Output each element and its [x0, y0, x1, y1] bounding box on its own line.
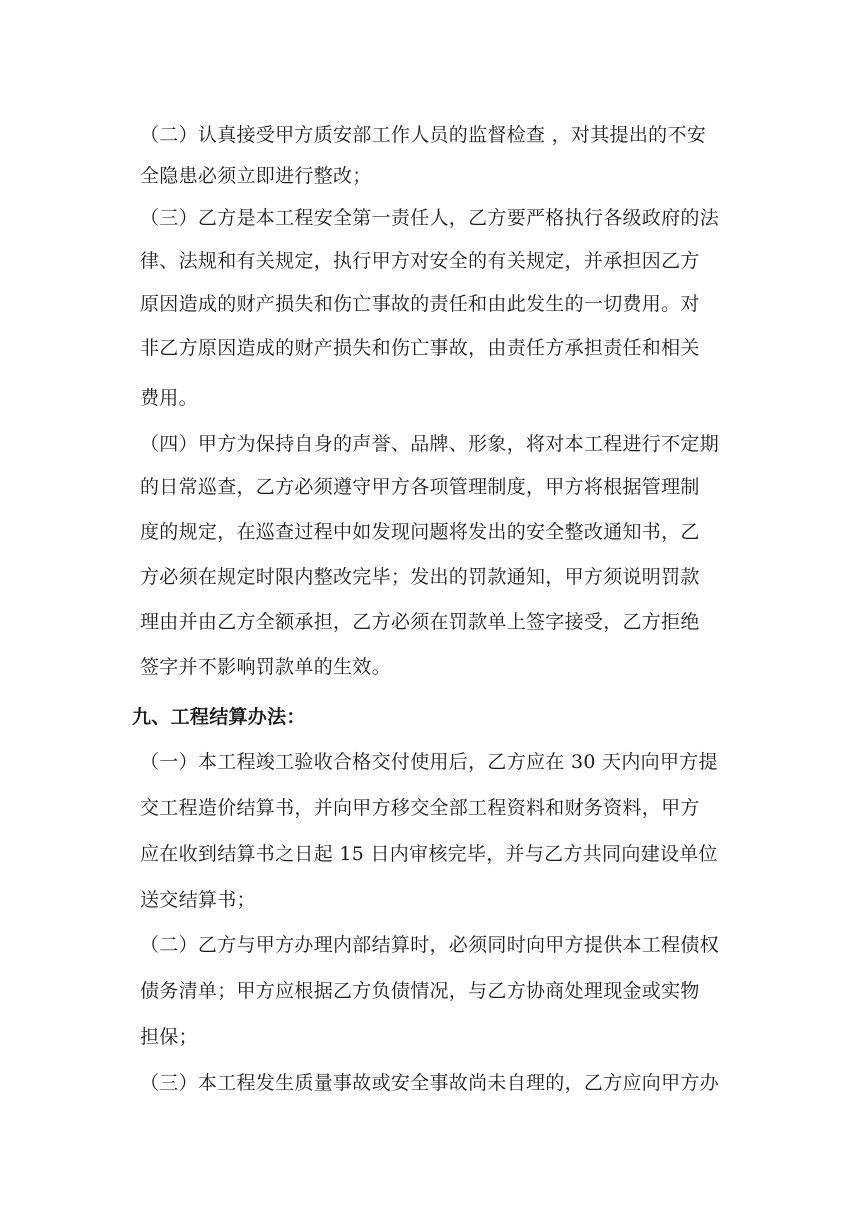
paragraph-line: （三）乙方是本工程安全第一责任人，乙方要严格执行各级政府的法	[140, 207, 720, 229]
paragraph-line: 律、法规和有关规定，执行甲方对安全的有关规定，并承担因乙方	[140, 250, 700, 272]
paragraph-line: （二）认真接受甲方质安部工作人员的监督检查 ，对其提出的不安	[140, 124, 707, 146]
paragraph-line: 应在收到结算书之日起 15 日内审核完毕，并与乙方共同向建设单位	[140, 843, 718, 865]
paragraph-line: （三）本工程发生质量事故或安全事故尚未自理的，乙方应向甲方办	[140, 1072, 720, 1094]
paragraph-line: （一）本工程竣工验收合格交付使用后，乙方应在 30 天内向甲方提	[140, 751, 718, 773]
paragraph-line: 原因造成的财产损失和伤亡事故的责任和由此发生的一切费用。对	[140, 293, 700, 315]
paragraph-line: 签字并不影响罚款单的生效。	[140, 656, 391, 678]
section-heading: 九、工程结算办法：	[132, 706, 306, 728]
paragraph-line: （二）乙方与甲方办理内部结算时，必须同时向甲方提供本工程债权	[140, 934, 720, 956]
paragraph-line: 债务清单；甲方应根据乙方负债情况，与乙方协商处理现金或实物	[140, 980, 700, 1002]
paragraph-line: 全隐患必须立即进行整改；	[140, 165, 372, 187]
paragraph-line: 度的规定，在巡查过程中如发现问题将发出的安全整改通知书，乙	[140, 521, 700, 543]
paragraph-line: 担保；	[140, 1026, 198, 1048]
paragraph-line: 非乙方原因造成的财产损失和伤亡事故，由责任方承担责任和相关	[140, 337, 700, 359]
paragraph-line: 送交结算书；	[140, 889, 256, 911]
paragraph-line: 理由并由乙方全额承担，乙方必须在罚款单上签字接受，乙方拒绝	[140, 611, 700, 633]
paragraph-line: 交工程造价结算书，并向甲方移交全部工程资料和财务资料，甲方	[140, 797, 700, 819]
paragraph-line: 费用。	[140, 387, 198, 409]
paragraph-line: （四）甲方为保持自身的声誉、品牌、形象，将对本工程进行不定期	[140, 433, 720, 455]
paragraph-line: 方必须在规定时限内整改完毕；发出的罚款通知，甲方须说明罚款	[140, 566, 700, 588]
paragraph-line: 的日常巡查，乙方必须遵守甲方各项管理制度，甲方将根据管理制	[140, 476, 700, 498]
